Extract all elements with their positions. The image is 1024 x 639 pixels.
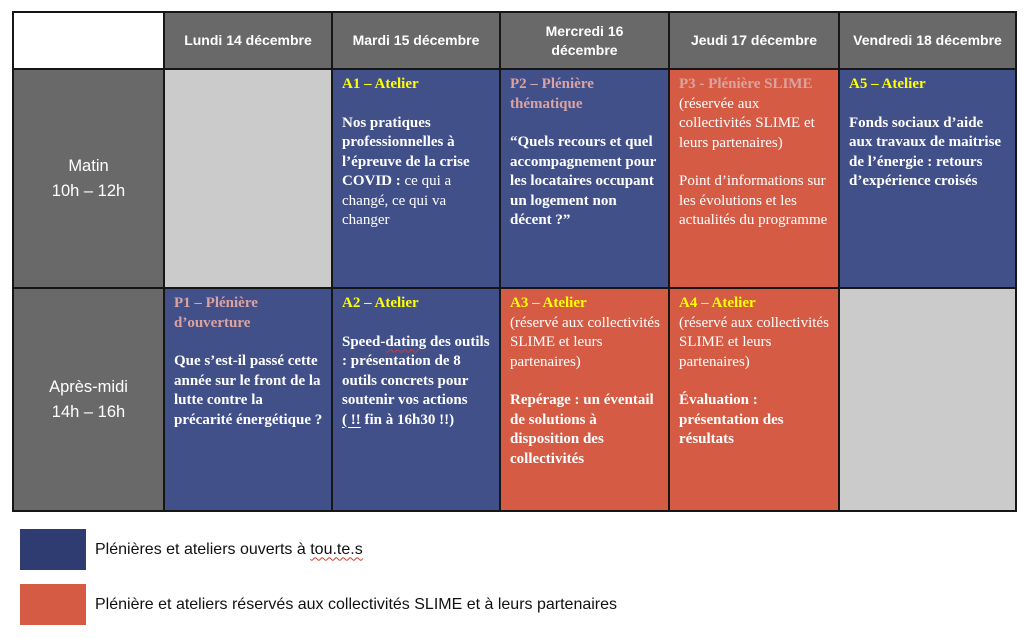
session-topic-detail: des outils : présentation de 8 outils concrets pour soutenir vos actions	[342, 333, 490, 408]
cell-session-a2	[333, 289, 501, 510]
day-header-tuesday	[333, 13, 501, 70]
weekly-schedule-table	[12, 11, 1017, 512]
cell-session-a3	[501, 289, 670, 510]
legend-item-reserved	[20, 584, 617, 625]
session-title: A2 – Atelier	[342, 295, 419, 311]
session-title: A5 – Atelier	[849, 76, 926, 92]
corner-cell	[14, 13, 165, 70]
timeslot-hours: 10h – 12h	[51, 181, 126, 200]
session-title: A3 – Atelier	[510, 295, 587, 311]
legend-swatch-open-blue	[20, 529, 86, 570]
session-description	[342, 114, 491, 231]
session-title: A1 – Atelier	[342, 76, 419, 92]
day-label: Mardi 15 décembre	[352, 32, 480, 49]
cell-session-p2	[501, 70, 670, 289]
legend	[20, 529, 617, 639]
session-description: Repérage : un éventail de solutions à disposition des collectivités	[510, 392, 654, 467]
session-description: Que s’est-il passé cette année sur le front de la lutte contre la précarité énergétique ?	[174, 353, 323, 428]
note-underlined-part: ( !!	[342, 411, 361, 428]
timeslot-label: Après-midi	[49, 377, 128, 396]
session-title: P3 - Plénière SLIME	[679, 76, 813, 92]
day-label: Jeudi 17 décembre	[690, 32, 818, 49]
timeslot-label: Matin	[68, 156, 109, 175]
spellcheck-flagged-word: dating	[385, 333, 427, 350]
session-restriction: (réservé aux collectivités SLIME et leurs partenaires)	[510, 314, 660, 370]
cell-monday-morning-empty	[165, 70, 333, 289]
day-header-thursday	[670, 13, 840, 70]
timeslot-morning	[14, 70, 165, 289]
day-label: Vendredi 18 décembre	[853, 32, 1002, 49]
cell-session-a5	[840, 70, 1015, 289]
session-topic-detail: ce qui a changé, ce qui va changer	[342, 173, 452, 228]
legend-label-reserved: Plénière et ateliers réservés aux collectivités SLIME et à leurs partenaires	[95, 595, 618, 613]
session-restriction: (réservée aux collectivités SLIME et leurs partenaires)	[679, 95, 815, 151]
session-title: P2 – Plénière thématique	[510, 76, 594, 112]
session-time-note	[342, 411, 491, 431]
cell-friday-afternoon-empty	[840, 289, 1015, 510]
session-description	[342, 333, 491, 411]
session-title: P1 – Plénière d’ouverture	[174, 295, 258, 331]
cell-session-a4	[670, 289, 840, 510]
timeslot-hours: 14h – 16h	[51, 402, 126, 421]
legend-swatch-reserved-red	[20, 584, 86, 625]
legend-text-open: Plénières et ateliers ouverts à	[95, 540, 311, 558]
cell-session-p3	[670, 70, 840, 289]
session-topic: Speed-	[342, 333, 386, 350]
day-label: Mercredi 16 décembre	[545, 22, 624, 58]
note-rest: fin à 16h30 !!)	[360, 411, 455, 428]
session-description: Point d’informations sur les évolutions et les actualités du programme	[679, 173, 828, 228]
session-restriction: (réservé aux collectivités SLIME et leurs partenaires)	[679, 314, 829, 370]
session-title: A4 – Atelier	[679, 295, 756, 311]
day-header-friday	[840, 13, 1015, 70]
session-description: “Quels recours et quel accompagnement pour les locataires occupant un logement non décent ?”	[510, 134, 656, 228]
timeslot-afternoon	[14, 289, 165, 510]
cell-session-p1	[165, 289, 333, 510]
session-topic: Nos pratiques professionnelles à l’épreuve de la crise COVID :	[342, 114, 470, 189]
cell-session-a1	[333, 70, 501, 289]
session-description: Évaluation : présentation des résultats	[679, 392, 784, 447]
session-description: Fonds sociaux d’aide aux travaux de maitrise de l’énergie : retours d’expérience croisés	[849, 114, 1002, 189]
day-header-monday	[165, 13, 333, 70]
legend-item-open	[20, 529, 617, 570]
day-header-wednesday	[501, 13, 670, 70]
legend-label-open	[95, 541, 363, 559]
day-label: Lundi 14 décembre	[184, 32, 312, 49]
spellcheck-flagged-word: tou.te.s	[310, 540, 363, 558]
